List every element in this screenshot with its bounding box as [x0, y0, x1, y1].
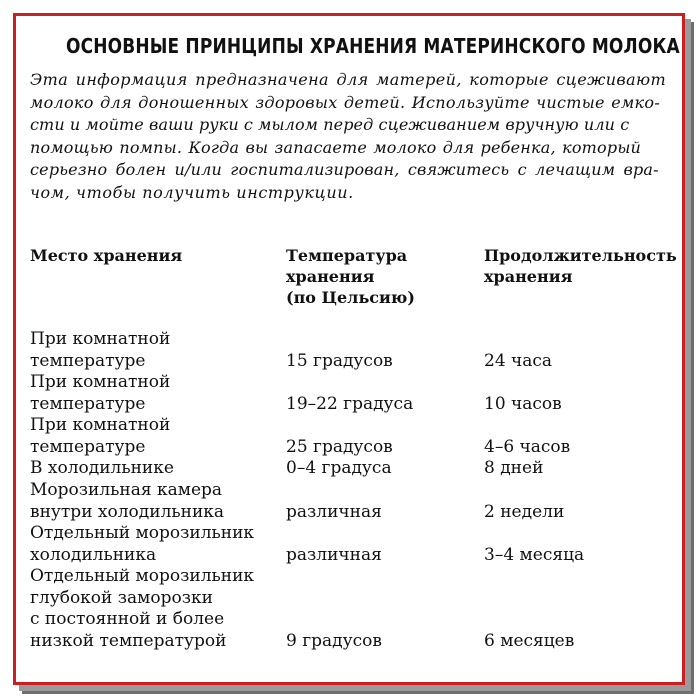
row-place-line: При комнатной	[30, 415, 171, 435]
row-place	[30, 523, 254, 566]
column-header-line: Продолжительность	[484, 246, 677, 265]
column-header-temperature	[286, 245, 415, 308]
row-place-line: В холодильнике	[30, 458, 174, 478]
row-place-line: Морозильная камера	[30, 480, 223, 500]
intro-line: помощью помпы. Когда вы запасаете молоко для ребенка, который	[30, 137, 642, 157]
column-header-line: Температура	[286, 246, 408, 265]
row-temperature: различная	[286, 501, 382, 522]
column-header-line: (по Цельсию)	[286, 288, 415, 307]
row-place-line: При комнатной	[30, 372, 171, 392]
document-frame	[13, 13, 685, 685]
row-temperature: 19–22 градуса	[286, 393, 414, 414]
row-place-line: температуре	[30, 350, 146, 371]
row-place-line: холодильника	[30, 544, 157, 565]
row-place-line: внутри холодильника	[30, 501, 225, 522]
intro-paragraph	[30, 69, 682, 204]
row-duration: 3–4 месяца	[484, 544, 585, 565]
row-temperature: различная	[286, 544, 382, 565]
column-header-duration	[484, 245, 677, 287]
row-place-line: Отдельный морозильник	[30, 566, 255, 586]
page-title: ОСНОВНЫЕ ПРИНЦИПЫ ХРАНЕНИЯ МАТЕРИНСКОГО МОЛОКА	[65, 34, 680, 58]
document-page	[16, 16, 682, 682]
intro-line: чом, чтобы получить инструкции.	[30, 182, 354, 202]
row-place-line: Отдельный морозильник	[30, 523, 255, 543]
row-duration: 8 дней	[484, 458, 544, 478]
column-header-line: хранения	[286, 267, 375, 286]
column-header-place	[30, 245, 182, 266]
row-duration: 24 часа	[484, 350, 553, 371]
row-duration: 4–6 часов	[484, 436, 571, 457]
row-duration: 10 часов	[484, 393, 562, 414]
row-temperature: 9 градусов	[286, 630, 382, 651]
row-temperature: 15 градусов	[286, 350, 393, 371]
row-temperature: 25 градусов	[286, 436, 393, 457]
row-place	[30, 415, 170, 458]
row-temperature: 0–4 градуса	[286, 458, 392, 478]
row-place	[30, 372, 170, 415]
row-place	[30, 329, 170, 372]
row-duration: 2 недели	[484, 501, 565, 522]
column-header-line: Место хранения	[30, 246, 183, 265]
intro-line: молоко для доношенных здоровых детей. Используйте чистые емко-	[30, 92, 661, 112]
row-duration: 6 месяцев	[484, 630, 575, 651]
row-place	[30, 566, 254, 652]
row-place-line: При комнатной	[30, 329, 171, 349]
row-place-line: температуре	[30, 436, 146, 457]
intro-line: сти и мойте ваши руки с мылом перед сцеживанием вручную или с	[30, 115, 630, 134]
intro-line: серьезно болен и/или госпитализирован, свяжитесь с лечащим вра-	[30, 160, 659, 179]
row-place	[30, 480, 224, 523]
column-header-line: хранения	[484, 267, 573, 286]
row-place-line: низкой температурой	[30, 630, 227, 651]
row-place-line: глубокой заморозки	[30, 587, 213, 608]
row-place-line: с постоянной и более	[30, 609, 225, 629]
row-place	[30, 458, 174, 480]
intro-line: Эта информация предназначена для матерей, которые сцеживают	[30, 70, 667, 89]
row-place-line: температуре	[30, 393, 146, 414]
